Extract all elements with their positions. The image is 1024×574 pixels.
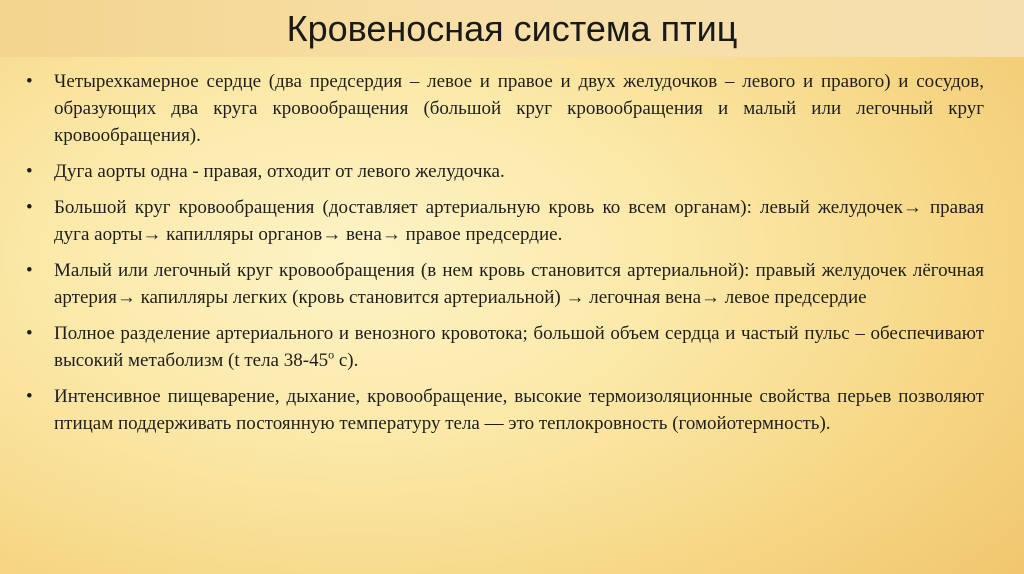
bullet-icon: • xyxy=(26,260,33,281)
bullet-icon: • xyxy=(26,71,33,92)
list-item-text: Большой круг кровообращения (доставляет артериальную кровь ко всем органам): левый желудочек→ правая дуга аорты→ капилляры органов→ вена→ правое предсердие. xyxy=(54,197,984,245)
bullet-icon: • xyxy=(26,197,33,218)
slide-title: Кровеносная система птиц xyxy=(286,8,738,49)
list-item xyxy=(22,68,984,149)
bullet-icon: • xyxy=(26,161,33,182)
list-item xyxy=(22,194,984,248)
bullet-list xyxy=(22,68,984,446)
degree-superscript: о xyxy=(328,347,335,362)
list-item-text: Дуга аорты одна - правая, отходит от левого желудочка. xyxy=(54,161,505,182)
list-item-text xyxy=(54,323,984,371)
list-item-text: Малый или легочный круг кровообращения (в нем кровь становится артериальной): правый желудочек лёгочная артерия→ капилляры легких (кровь становится артериальной) → легочная вена→ левое предсердие xyxy=(54,260,984,308)
list-item-text: Интенсивное пищеварение, дыхание, кровообращение, высокие термоизоляционные свойства перьев позволяют птицам поддерживать постоянную температуру тела — это теплокровность (гомойотермность). xyxy=(54,386,984,434)
bullet-icon: • xyxy=(26,386,33,407)
list-item xyxy=(22,257,984,311)
list-item-text: Четырехкамерное сердце (два предсердия – левое и правое и двух желудочков – левого и правого) и сосудов, образующих два круга кровообращения (большой круг кровообращения и малый или легочный круг кровообращения). xyxy=(54,71,984,146)
list-item-text-main: Полное разделение артериального и венозного кровотока; большой объем сердца и частый пульс – обеспечивают высокий метаболизм (t тела 38-45 xyxy=(54,323,984,371)
list-item xyxy=(22,320,984,374)
list-item-text-end: с). xyxy=(334,350,359,371)
bullet-icon: • xyxy=(26,323,33,344)
list-item xyxy=(22,383,984,437)
list-item xyxy=(22,158,984,185)
